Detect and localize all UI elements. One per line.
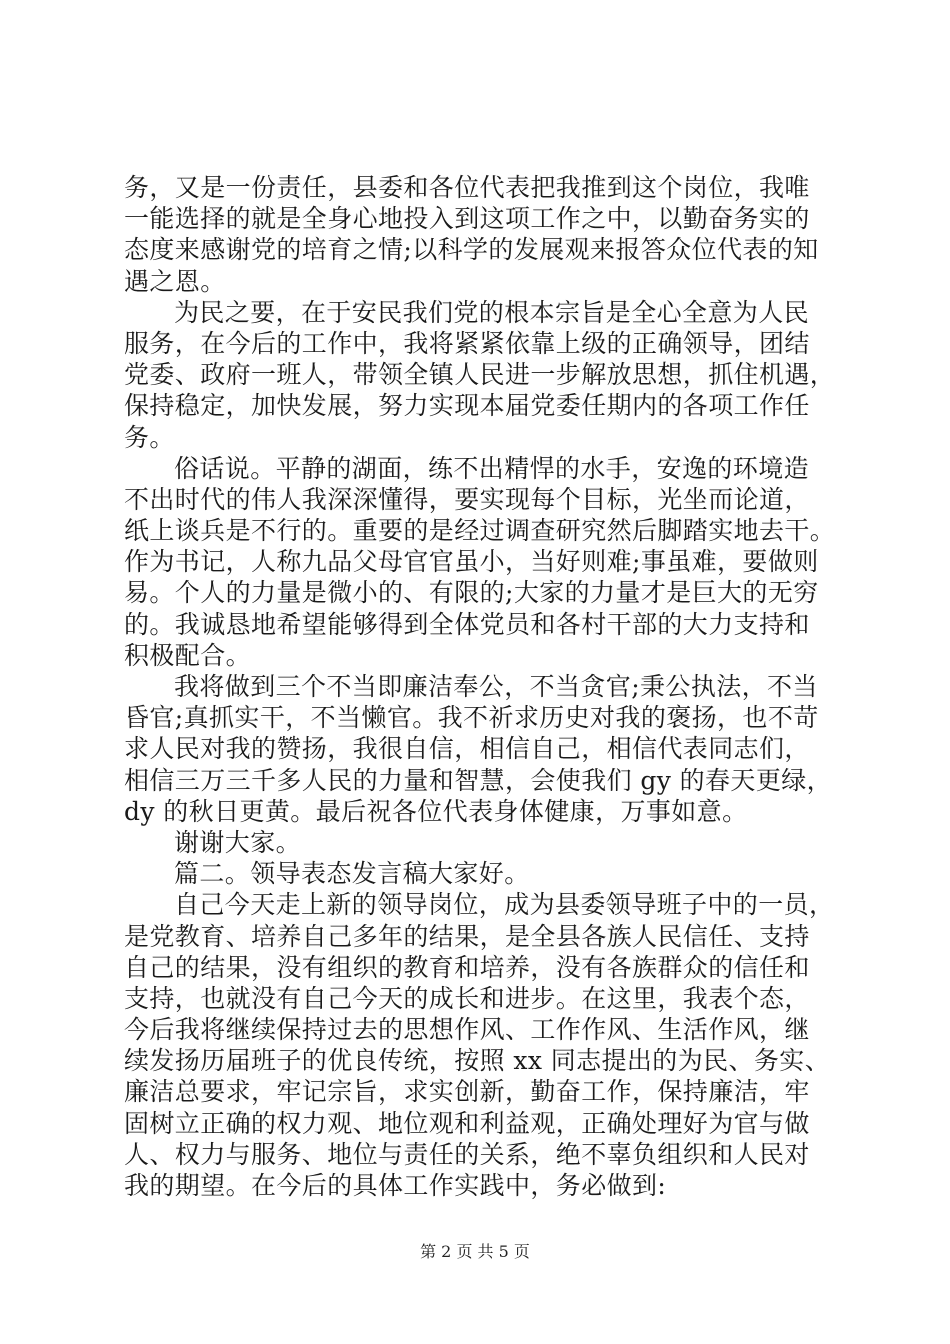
text-line: 不出时代的伟人我深深懂得，要实现每个目标，光坐而论道， [124,484,810,514]
text-line: 一能选择的就是全身心地投入到这项工作之中，以勤奋务实的 [124,204,810,234]
text-line: 求人民对我的赞扬，我很自信，相信自己，相信代表同志们， [124,734,810,764]
text-line: 支持，也就没有自己今天的成长和进步。在这里，我表个态， [124,983,810,1013]
text-line: 易。个人的力量是微小的、有限的;大家的力量才是巨大的无穷 [124,578,819,608]
page-number: 第 2 页 共 5 页 [420,1242,530,1261]
text-line: 俗话说。平静的湖面，练不出精悍的水手，安逸的环境造 [174,453,810,483]
text-line: 自己今天走上新的领导岗位，成为县委领导班子中的一员， [174,890,835,920]
text-line: 谢谢大家。 [174,827,302,857]
text-line: 保持稳定，加快发展，努力实现本届党委任期内的各项工作任 [124,391,810,421]
text-line: 昏官;真抓实干，不当懒官。我不祈求历史对我的褒扬，也不苛 [124,703,819,733]
text-line: 自己的结果，没有组织的教育和培养，没有各族群众的信任和 [124,952,810,982]
text-line: 固树立正确的权力观、地位观和利益观，正确处理好为官与做 [124,1108,810,1138]
text-line: 今后我将继续保持过去的思想作风、工作作风、生活作风，继 [124,1015,810,1045]
text-line: 廉洁总要求，牢记宗旨，求实创新，勤奋工作，保持廉洁，牢 [124,1077,810,1107]
text-line: 相信三万三千多人民的力量和智慧，会使我们 gy 的春天更绿， [124,765,833,795]
text-line: 的。我诚恳地希望能够得到全体党员和各村干部的大力支持和 [124,609,810,639]
text-line: 态度来感谢党的培育之情;以科学的发展观来报答众位代表的知 [124,235,819,265]
text-line: 务，又是一份责任，县委和各位代表把我推到这个岗位，我唯 [124,173,810,202]
text-line: 纸上谈兵是不行的。重要的是经过调查研究然后脚踏实地去干。 [124,516,836,546]
text-line: 遇之恩。 [124,266,226,296]
text-line: 续发扬历届班子的优良传统，按照 xx 同志提出的为民、务实、 [124,1046,831,1076]
body-text [124,172,836,1201]
text-line: 人、权力与服务、地位与责任的关系，绝不辜负组织和人民对 [124,1139,810,1169]
text-line: 篇二。领导表态发言稿大家好。 [174,859,530,889]
text-line: 务。 [124,422,175,452]
text-line: 为民之要，在于安民我们党的根本宗旨是全心全意为人民 [174,297,810,327]
text-line: 是党教育、培养自己多年的结果，是全县各族人民信任、支持 [124,921,810,951]
text-line: dy 的秋日更黄。最后祝各位代表身体健康，万事如意。 [124,796,748,826]
text-line: 我将做到三个不当即廉洁奉公，不当贪官;秉公执法，不当 [174,672,818,701]
text-line: 服务，在今后的工作中，我将紧紧依靠上级的正确领导，团结 [124,328,810,358]
text-line: 党委、政府一班人，带领全镇人民进一步解放思想，抓住机遇， [124,360,836,390]
text-line: 我的期望。在今后的具体工作实践中，务必做到: [124,1171,667,1200]
text-line: 积极配合。 [124,640,252,670]
text-line: 作为书记，人称九品父母官官虽小，当好则难;事虽难，要做则 [124,547,819,577]
